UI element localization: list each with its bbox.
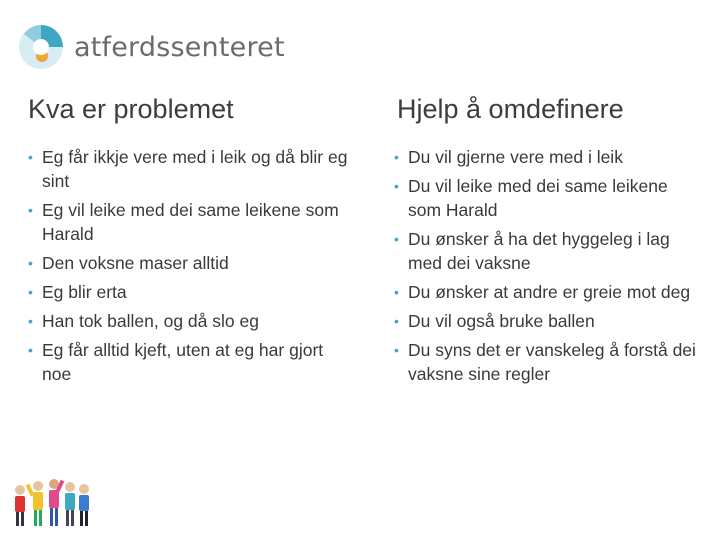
bullet-icon: •: [28, 202, 33, 218]
bullet-icon: •: [28, 313, 33, 329]
list-item: • Du vil også bruke ballen: [394, 311, 595, 331]
problem-title: Kva er problemet: [28, 94, 234, 124]
bullet-icon: •: [28, 255, 33, 271]
reframe-title: Hjelp å omdefinere: [397, 94, 624, 124]
bullet-icon: •: [28, 284, 33, 300]
bullet-icon: •: [394, 149, 399, 165]
bullet-icon: •: [28, 342, 33, 358]
list-item: • Du ønsker å ha det hyggeleg i lag med dei vaksne: [394, 229, 670, 273]
reframe-list: [394, 145, 704, 386]
list-item: • Eg får alltid kjeft, uten at eg har gjort noe: [28, 340, 324, 384]
logo: [18, 22, 285, 72]
list-item: • Eg vil leike med dei same leikene som Harald: [28, 200, 339, 244]
bullet-icon: •: [394, 313, 399, 329]
list-item: • Du vil gjerne vere med i leik: [394, 147, 623, 167]
problem-column: [28, 94, 348, 391]
list-item: • Han tok ballen, og då slo eg: [28, 311, 259, 331]
logo-text: atferdssenteret: [74, 31, 285, 63]
list-item: • Eg får ikkje vere med i leik og då blir eg sint: [28, 147, 348, 191]
list-item: • Du vil leike med dei same leikene som Harald: [394, 176, 668, 220]
bullet-icon: •: [394, 342, 399, 358]
bullet-icon: •: [28, 149, 33, 165]
problem-list: [28, 145, 348, 386]
reframe-column: [394, 94, 704, 391]
atferdssenteret-logo-icon: [18, 24, 64, 70]
list-item: • Du ønsker at andre er greie mot deg: [394, 282, 691, 302]
list-item: • Eg blir erta: [28, 282, 127, 302]
bullet-icon: •: [394, 178, 399, 194]
bullet-icon: •: [394, 231, 399, 247]
bullet-icon: •: [394, 284, 399, 300]
children-playing-icon: [0, 440, 100, 540]
list-item: • Den voksne maser alltid: [28, 253, 229, 273]
list-item: • Du syns det er vanskeleg å forstå dei vaksne sine regler: [394, 340, 696, 384]
